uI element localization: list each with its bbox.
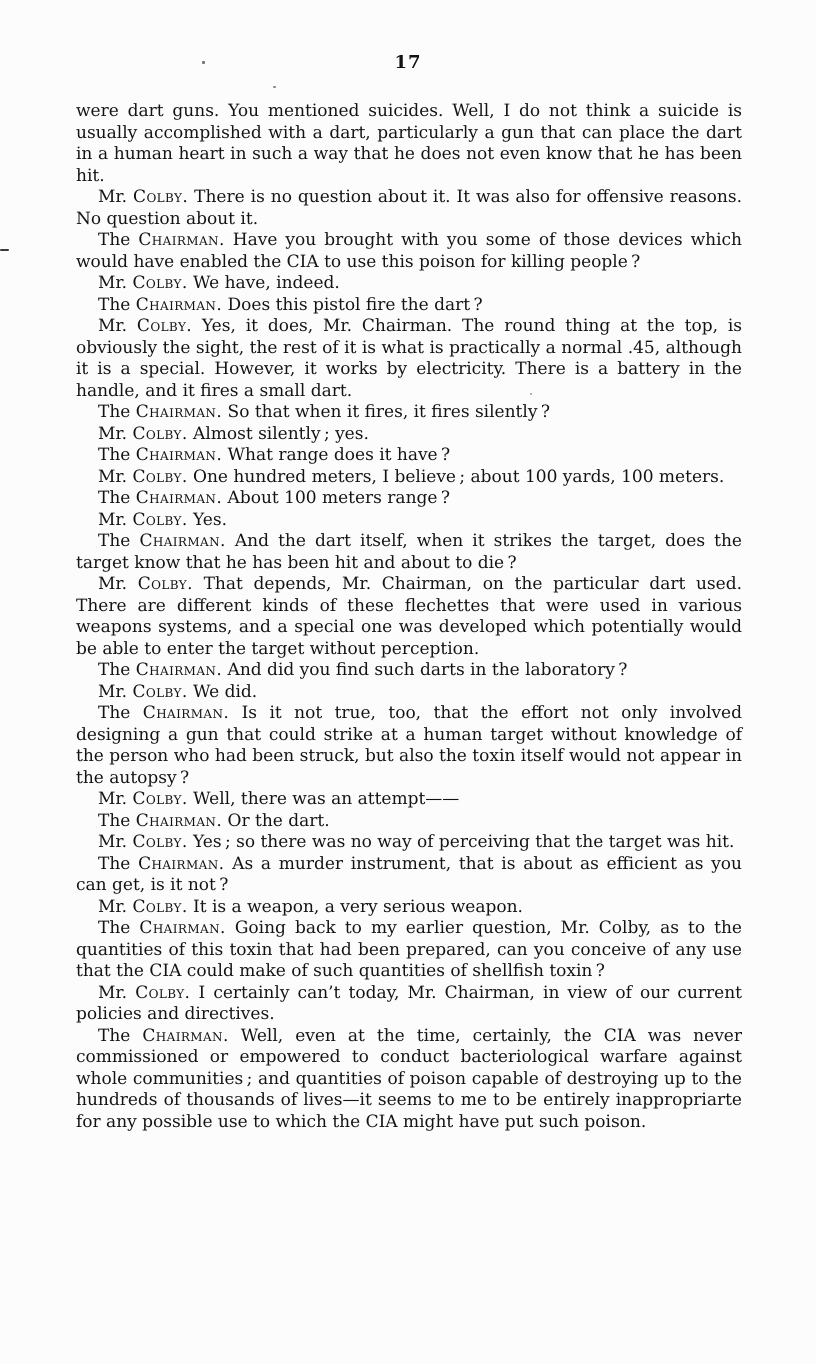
speaker-prefix: Mr.: [98, 466, 133, 487]
speaker-name: Chairman.: [142, 1025, 229, 1046]
speaker-prefix: The: [98, 703, 143, 723]
transcript-paragraph: The Chairman. Does this pistol fire the dart ?: [98, 294, 483, 315]
speaker-prefix: Mr.: [98, 316, 137, 336]
speaker-prefix: Mr.: [98, 423, 133, 444]
speaker-prefix: The: [98, 294, 136, 315]
transcript-paragraph: The Chairman. What range does it have ?: [98, 445, 451, 465]
speaker-name: Colby.: [132, 896, 188, 917]
transcript-paragraph: Mr. Colby. I certainly can’t today, Mr. Chairman, in view of our current policies and directives.: [76, 982, 742, 1024]
transcript-paragraph: The Chairman. And the dart itself, when it strikes the target, does the target know that he has been hit and about to die ?: [76, 531, 742, 573]
speaker-prefix: Mr.: [98, 574, 138, 594]
transcript-paragraph: The Chairman. Or the dart.: [98, 810, 330, 831]
scan-artifact-edge-dash: [0, 249, 9, 251]
transcript-paragraph: The Chairman. Have you brought with you some of those devices which would have enabled the CIA to use this poison for killing people ?: [76, 230, 742, 272]
scan-artifact-speck: [273, 86, 276, 88]
speaker-prefix: The: [98, 918, 140, 938]
transcript-paragraph: Mr. Colby. Almost silently ; yes.: [98, 423, 369, 444]
speaker-prefix: Mr.: [98, 982, 136, 1003]
speaker-name: Colby.: [132, 466, 188, 487]
speaker-prefix: The: [98, 488, 136, 508]
speaker-prefix: Mr.: [98, 509, 133, 530]
speaker-prefix: The: [98, 402, 136, 422]
speaker-prefix: Mr.: [98, 681, 133, 702]
transcript-paragraph: Mr. Colby. One hundred meters, I believe ; about 100 yards, 100 meters.: [98, 466, 725, 487]
speaker-name: Chairman.: [135, 488, 223, 508]
speaker-name: Chairman.: [139, 531, 226, 551]
transcript-paragraph: were dart guns. You mentioned suicides. Well, I do not think a suicide is usually accomplished with a dart, particularly a gun that can place the dart in a human heart in such a way that he does not even know that he has been hit.: [76, 101, 742, 186]
speaker-name: Chairman.: [138, 853, 225, 874]
speaker-name: Colby.: [132, 789, 188, 809]
transcript-paragraph: Mr. Colby. Yes, it does, Mr. Chairman. The round thing at the top, is obviously the sight, the rest of it is what is practically a normal .45, although it is a special. However, it works by electricity. There is a battery in the handle, and it fires a small dart.: [76, 316, 742, 401]
speaker-name: Colby.: [137, 574, 193, 594]
scan-artifact-speck: [530, 393, 532, 395]
transcript-paragraph: Mr. Colby. We have, indeed.: [98, 273, 340, 293]
transcript-paragraph: Mr. Colby. Well, there was an attempt——: [98, 789, 460, 809]
speaker-name: Chairman.: [135, 810, 223, 831]
speaker-name: Chairman.: [135, 445, 223, 465]
speaker-name: Colby.: [132, 681, 188, 702]
speaker-name: Chairman.: [135, 402, 223, 422]
speaker-prefix: Mr.: [98, 187, 134, 207]
speaker-name: Colby.: [132, 423, 188, 444]
transcript-paragraph: The Chairman. So that when it fires, it fires silently ?: [98, 402, 550, 422]
speaker-name: Chairman.: [135, 294, 223, 315]
speaker-prefix: The: [98, 230, 139, 250]
speaker-prefix: Mr.: [98, 832, 133, 852]
transcript-paragraph: Mr. Colby. We did.: [98, 681, 258, 702]
speaker-name: Chairman.: [135, 660, 223, 680]
scan-artifact-speck: [202, 61, 205, 64]
speaker-name: Colby.: [135, 982, 191, 1003]
transcript-paragraph: The Chairman. As a murder instrument, that is about as efficient as you can get, is it not ?: [76, 853, 742, 895]
speaker-name: Chairman.: [138, 230, 225, 250]
transcript-paragraph: The Chairman. Is it not true, too, that the effort not only involved designing a gun that could strike at a human target without knowledge of the person who had been struck, but also the toxin itself would not appear in the autopsy ?: [76, 703, 742, 788]
speaker-prefix: Mr.: [98, 896, 133, 917]
speaker-prefix: The: [98, 531, 140, 551]
speaker-prefix: Mr.: [98, 789, 133, 809]
transcript-paragraph: Mr. Colby. That depends, Mr. Chairman, on the particular dart used. There are different kinds of these flechettes that were used in various weapons systems, and a special one was developed which potentially would be able to enter the target without perception.: [76, 574, 742, 659]
transcript-paragraph: Mr. Colby. There is no question about it. It was also for offensive reasons. No question about it.: [76, 187, 742, 229]
transcript-paragraph: The Chairman. Going back to my earlier question, Mr. Colby, as to the quantities of this toxin that had been prepared, can you conceive of any use that the CIA could make of such quantities of shellfish toxin ?: [76, 918, 742, 981]
transcript-paragraph: The Chairman. About 100 meters range ?: [98, 488, 450, 508]
page-number: 17: [394, 52, 422, 73]
transcript-paragraph: Mr. Colby. It is a weapon, a very serious weapon.: [98, 896, 523, 917]
transcript-paragraph: Mr. Colby. Yes.: [98, 509, 227, 530]
transcript-body: [76, 101, 742, 1133]
speaker-prefix: The: [98, 810, 136, 831]
speaker-name: Chairman.: [142, 703, 230, 723]
speaker-name: Colby.: [136, 316, 193, 336]
speaker-prefix: The: [98, 660, 136, 680]
speaker-prefix: The: [98, 853, 139, 874]
transcript-paragraph: The Chairman. Well, even at the time, certainly, the CIA was never commissioned or empowered to conduct bacteriological warfare against whole communities ; and quantities of poison capable of destroying up to the hundreds of thousands of lives—it seems to me to be entirely inappropriarte for any possible use to which the CIA might have put such poison.: [76, 1025, 742, 1132]
speaker-prefix: The: [98, 445, 136, 465]
speaker-name: Colby.: [132, 509, 188, 530]
transcript-paragraph: The Chairman. And did you find such darts in the laboratory ?: [98, 660, 628, 680]
transcript-paragraph: Mr. Colby. Yes ; so there was no way of perceiving that the target was hit.: [98, 832, 735, 852]
speaker-name: Colby.: [132, 832, 188, 852]
speaker-prefix: The: [98, 1025, 143, 1046]
speaker-prefix: Mr.: [98, 273, 133, 293]
speaker-name: Chairman.: [139, 918, 226, 938]
speaker-name: Colby.: [132, 273, 188, 293]
speaker-name: Colby.: [133, 187, 189, 207]
